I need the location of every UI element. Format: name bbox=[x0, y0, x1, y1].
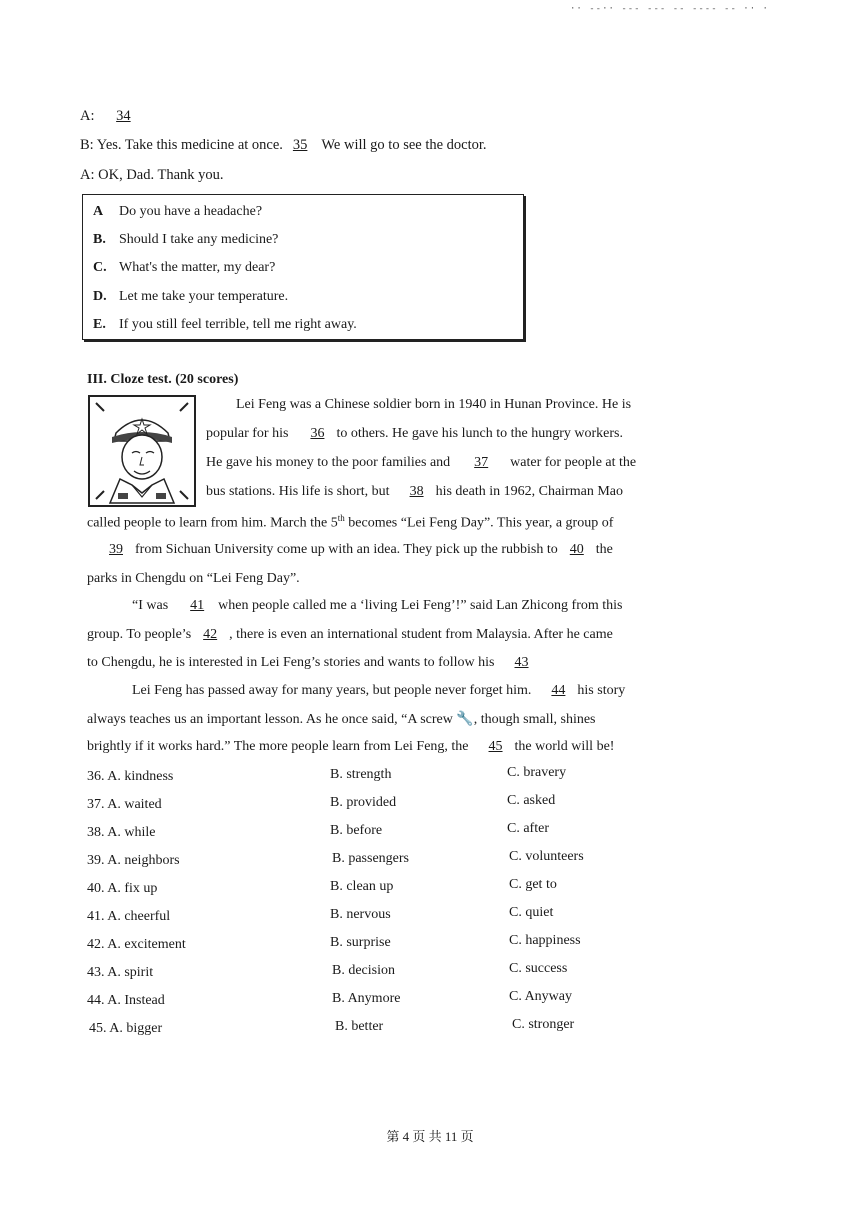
option-a: A Do you have a headache? bbox=[93, 204, 263, 219]
question-39-a: 39. A. neighbors bbox=[87, 853, 180, 868]
passage-line-8: “I was 41 when people called me a ‘living Lei Feng’!” said Lan Zhicong from this bbox=[132, 598, 623, 613]
question-43-b: B. decision bbox=[332, 963, 395, 978]
dialogue-line-35: B: Yes. Take this medicine at once. 35 We will go to see the doctor. bbox=[80, 137, 487, 153]
passage-line-2: popular for his 36 to others. He gave his lunch to the hungry workers. bbox=[206, 426, 623, 441]
question-43-a: 43. A. spirit bbox=[87, 965, 154, 980]
blank-41: 41 bbox=[190, 598, 205, 613]
blank-43: 43 bbox=[514, 655, 529, 670]
passage-line-5: called people to learn from him. March the 5th becomes “Lei Feng Day”. This year, a group of bbox=[87, 513, 614, 531]
option-e: E. If you still feel terrible, tell me right away. bbox=[93, 317, 357, 332]
question-40-a: 40. A. fix up bbox=[87, 881, 158, 896]
question-39-b: B. passengers bbox=[332, 851, 409, 866]
passage-line-4: bus stations. His life is short, but 38 his death in 1962, Chairman Mao bbox=[206, 484, 623, 499]
option-d: D. Let me take your temperature. bbox=[93, 289, 289, 304]
question-40-c: C. get to bbox=[509, 877, 557, 892]
passage-line-9: group. To people’s 42 , there is even an international student from Malaysia. After he came bbox=[87, 627, 613, 642]
option-b: B. Should I take any medicine? bbox=[93, 232, 279, 247]
blank-34: 34 bbox=[116, 108, 131, 124]
page-footer: 第 4 页 共 11 页 bbox=[386, 1129, 474, 1144]
blank-38: 38 bbox=[409, 484, 424, 499]
question-45-b: B. better bbox=[335, 1019, 384, 1034]
question-41-b: B. nervous bbox=[330, 907, 391, 922]
blank-37: 37 bbox=[474, 455, 489, 470]
question-36-a: 36. A. kindness bbox=[87, 769, 174, 784]
question-36-c: C. bravery bbox=[507, 765, 567, 780]
question-38-b: B. before bbox=[330, 823, 383, 838]
question-37-a: 37. A. waited bbox=[87, 797, 162, 812]
question-44-b: B. Anymore bbox=[332, 991, 401, 1006]
question-44-c: C. Anyway bbox=[509, 989, 572, 1004]
passage-line-12: always teaches us an important lesson. As he once said, “A screw 🔧, though small, shines bbox=[87, 712, 596, 727]
passage-line-3: He gave his money to the poor families and 37 water for people at the bbox=[206, 455, 637, 470]
blank-42: 42 bbox=[203, 627, 218, 642]
question-44-a: 44. A. Instead bbox=[87, 993, 165, 1008]
lei-feng-portrait bbox=[88, 395, 196, 507]
dialogue-line-final: A: OK, Dad. Thank you. bbox=[80, 167, 224, 183]
blank-35: 35 bbox=[292, 137, 308, 153]
question-38-a: 38. A. while bbox=[87, 825, 156, 840]
section-heading: III. Cloze test. (20 scores) bbox=[87, 372, 239, 387]
question-42-c: C. happiness bbox=[509, 933, 581, 948]
blank-44: 44 bbox=[551, 683, 566, 698]
option-c: C. What's the matter, my dear? bbox=[93, 260, 276, 275]
passage-line-1: Lei Feng was a Chinese soldier born in 1940 in Hunan Province. He is bbox=[236, 397, 632, 412]
passage-line-6: 39 from Sichuan University come up with an idea. They pick up the rubbish to 40 the bbox=[87, 542, 613, 558]
dialogue-options-box bbox=[82, 194, 524, 340]
question-41-c: C. quiet bbox=[509, 905, 554, 920]
question-37-b: B. provided bbox=[330, 795, 397, 810]
scan-artifact: ·· ‐‐·· ‑‑‑ ‐‐‑ ‐‐ ‑‑‐‐ ‑‑ ·· · bbox=[570, 4, 769, 14]
passage-line-11: Lei Feng has passed away for many years, but people never forget him. 44 his story bbox=[132, 683, 626, 698]
blank-45: 45 bbox=[488, 739, 503, 754]
passage-line-13: brightly if it works hard.” The more people learn from Lei Feng, the 45 the world will be! bbox=[87, 739, 615, 754]
question-37-c: C. asked bbox=[507, 793, 556, 808]
question-43-c: C. success bbox=[509, 961, 568, 976]
passage-line-10: to Chengdu, he is interested in Lei Feng’s stories and wants to follow his 43 bbox=[87, 655, 541, 671]
portrait-drawing bbox=[90, 397, 194, 505]
question-42-a: 42. A. excitement bbox=[87, 937, 186, 952]
question-45-a: 45. A. bigger bbox=[89, 1021, 163, 1036]
question-42-b: B. surprise bbox=[330, 935, 391, 950]
question-41-a: 41. A. cheerful bbox=[87, 909, 171, 924]
question-39-c: C. volunteers bbox=[509, 849, 584, 864]
blank-40: 40 bbox=[569, 542, 584, 557]
blank-39: 39 bbox=[109, 542, 123, 557]
question-45-c: C. stronger bbox=[512, 1017, 575, 1032]
question-36-b: B. strength bbox=[330, 767, 392, 782]
passage-line-7: parks in Chengdu on “Lei Feng Day”. bbox=[87, 571, 300, 586]
question-40-b: B. clean up bbox=[330, 879, 394, 894]
dialogue-line-34: A: 34 bbox=[80, 108, 149, 125]
question-38-c: C. after bbox=[507, 821, 549, 836]
blank-36: 36 bbox=[310, 426, 325, 441]
